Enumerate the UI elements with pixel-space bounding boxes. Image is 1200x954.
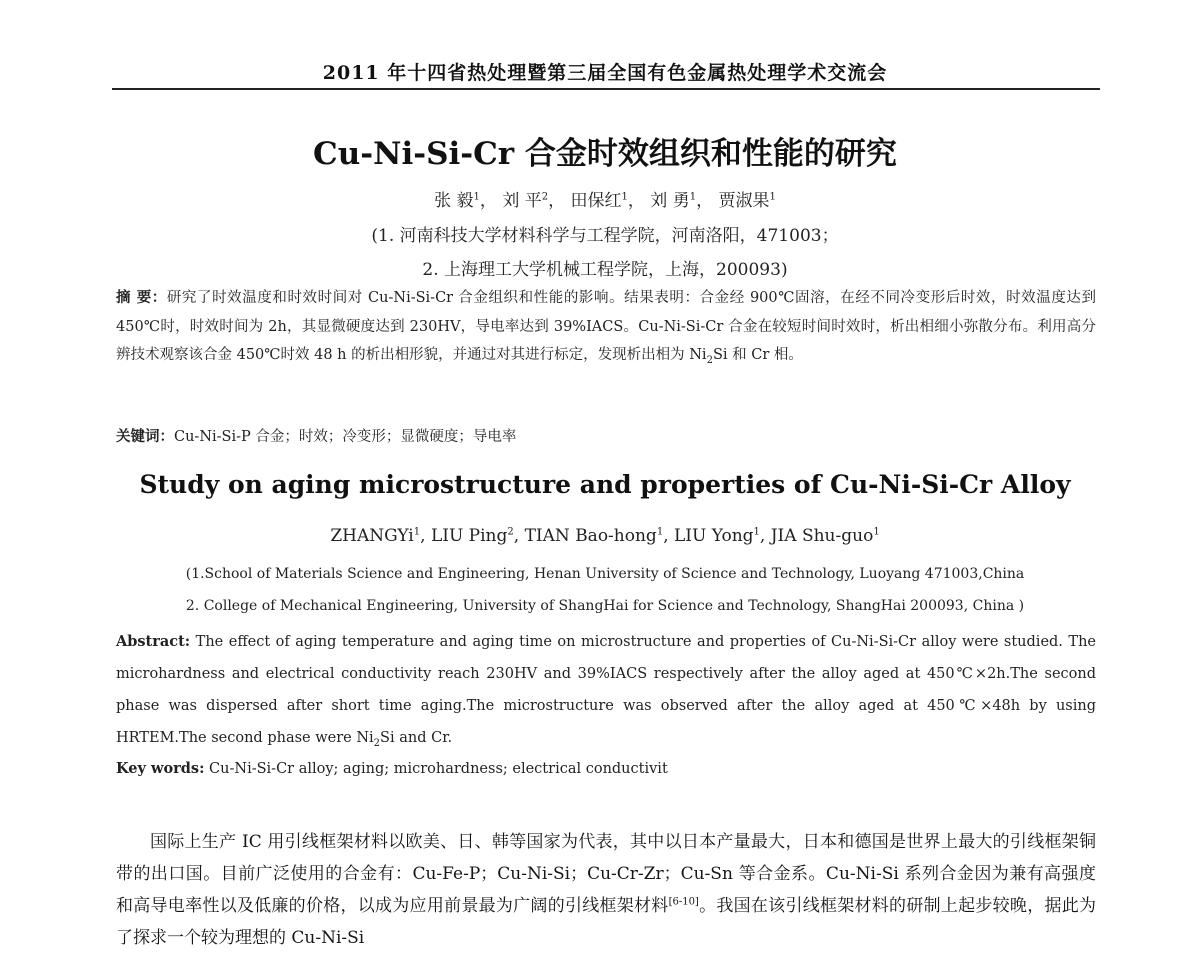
affiliation-en-1: (1.School of Materials Science and Engineering, Henan University of Science and Technology, Luoyang 471003,China	[185, 566, 1025, 582]
affiliation-en-2: 2. College of Mechanical Engineering, University of ShangHai for Science and Technology, ShangHai 200093, China )	[185, 598, 1025, 614]
author-en-affil: 1	[873, 526, 880, 538]
abstract-cn-label: 摘 要：	[116, 289, 167, 306]
author-cn-affil: 2	[541, 191, 549, 203]
body-paragraph	[116, 826, 1096, 954]
authors-en: ZHANGYi$^1$, LIU Ping$^2$, TIAN Bao-hong$^1$, LIU Yong$^1$, JIA Shu-guo$^1$	[330, 526, 880, 546]
author-cn: 贾淑果	[718, 191, 770, 211]
keywords-cn	[116, 425, 1096, 446]
keywords-cn-label: 关键词：	[116, 428, 174, 445]
abstract-en-text: The effect of aging temperature and aging time on microstructure and properties of Cu-Ni-Si-Cr alloy were studied. The microhardness and electrical conductivity reach 230HV and 39%IACS respectively after the alloy aged at 450℃×2h.The second phase was dispersed after short time aging.The microstructure was observed after the alloy aged at 450℃×48h by using HRTEM.The second phase were Ni	[116, 634, 1096, 746]
keywords-en	[116, 760, 1096, 777]
author-cn: 张 毅	[434, 191, 474, 211]
authors-cn: 张 毅$^1$， 刘 平$^2$， 田保红$^1$， 刘 勇$^1$， 贾淑果$^1$	[434, 191, 776, 211]
abstract-en	[116, 626, 1096, 754]
author-cn: 田保红	[570, 191, 622, 211]
author-en-affil: 1	[656, 526, 664, 538]
author-cn-affil: 1	[473, 191, 480, 203]
author-en: LIU Ping	[430, 526, 508, 546]
subscript: 2	[373, 737, 381, 749]
keywords-en-label: Key words:	[116, 760, 205, 777]
affiliation-cn-1: (1. 河南科技大学材料科学与工程学院，河南洛阳，471003；	[371, 226, 839, 246]
abstract-cn-text: 研究了时效温度和时效时间对 Cu-Ni-Si-Cr 合金组织和性能的影响。结果表明：合金经 900℃固溶，在经不同冷变形后时效，时效温度达到 450℃时，时效时间为 2h，其显微硬度达到 230HV，导电率达到 39%IACS。Cu-Ni-Si-Cr 合金在较短时间时效时，析出相细小弥散分布。利用高分辨技术观察该合金 450℃时效 48 h 的析出相形貌，并通过对其进行标定，发现析出相为 Ni	[116, 290, 1096, 363]
body-text: 国际上生产 IC 用引线框架材料以欧美、日、韩等国家为代表，其中以日本产量最大，日本和德国是世界上最大的引线框架铜带的出口国。目前广泛使用的合金有：Cu-Fe-P；Cu-Ni-Si；Cu-Cr-Zr；Cu-Sn 等合金系。Cu-Ni-Si 系列合金因为兼有高强度和高导电率性以及低廉的价格，以成为应用前景最为广阔的引线框架材料	[116, 832, 1096, 916]
abstract-cn-text-end: Si 和 Cr 相。	[712, 347, 803, 363]
title-cn: Cu-Ni-Si-Cr 合金时效组织和性能的研究	[313, 136, 897, 172]
abstract-en-label: Abstract:	[116, 633, 191, 650]
author-en: TIAN Bao-hong	[524, 526, 657, 546]
author-en-affil: 2	[507, 526, 514, 538]
author-en: JIA Shu-guo	[770, 526, 874, 546]
affiliation-cn-2: 2. 上海理工大学机械工程学院，上海，200093)	[422, 260, 788, 280]
subscript: 2	[706, 354, 713, 366]
author-cn: 刘 勇	[650, 191, 690, 211]
author-cn-affil: 1	[769, 191, 776, 203]
keywords-en-text: Cu-Ni-Si-Cr alloy; aging; microhardness; electrical conductivit	[204, 761, 668, 777]
conference-header: 2011 年十四省热处理暨第三届全国有色金属热处理学术交流会	[322, 62, 888, 84]
author-en-affil: 1	[753, 526, 760, 538]
body-text-end: 。我国在该引线框架材料的研制上起步较晚，据此为了探求一个较为理想的 Cu-Ni-Si	[116, 896, 1096, 948]
abstract-en-text-end: Si and Cr.	[380, 730, 453, 746]
author-cn: 刘 平	[502, 191, 542, 211]
author-cn-affil: 1	[621, 191, 628, 203]
author-en: LIU Yong	[674, 526, 754, 546]
citation-ref: [6-10]	[668, 896, 699, 908]
title-en: Study on aging microstructure and properties of Cu-Ni-Si-Cr Alloy	[139, 470, 1071, 499]
author-en-affil: 1	[413, 526, 421, 538]
author-cn-affil: 1	[689, 191, 697, 203]
keywords-cn-text: Cu-Ni-Si-P 合金；时效；冷变形；显微硬度；导电率	[174, 429, 517, 445]
author-en: ZHANGYi	[330, 526, 414, 546]
abstract-cn	[116, 284, 1096, 370]
header-rule	[112, 88, 1100, 90]
